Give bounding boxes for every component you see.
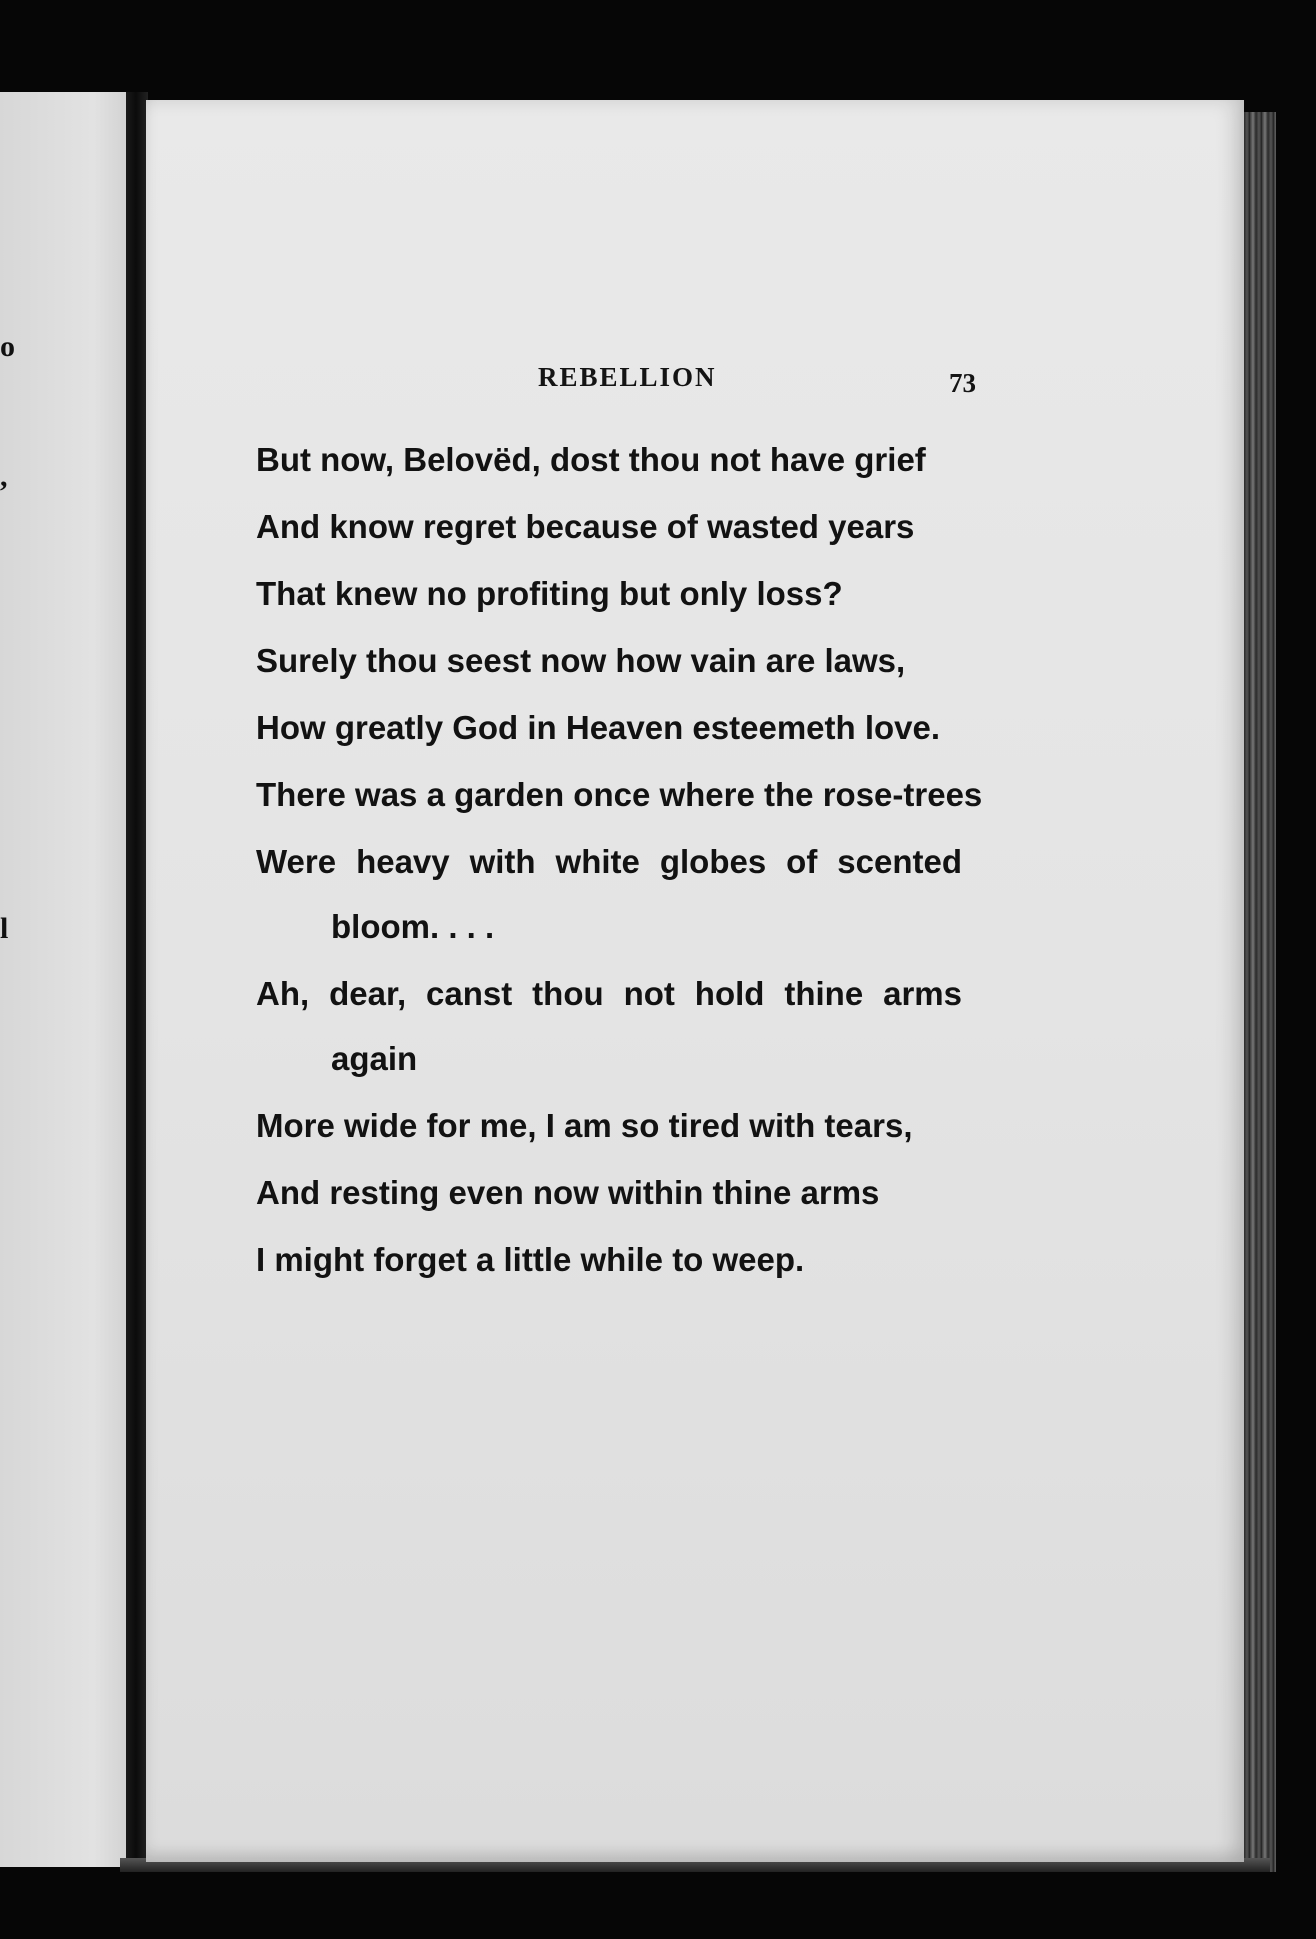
left-page-fragment: l bbox=[0, 912, 9, 945]
running-head: REBELLION bbox=[538, 362, 717, 392]
book-gutter bbox=[126, 92, 148, 1872]
page-number: 73 bbox=[949, 368, 976, 398]
poem-line: There was a garden once where the rose-trees bbox=[256, 776, 983, 813]
poem-line: And resting even now within thine arms bbox=[256, 1174, 880, 1211]
poem-line: And know regret because of wasted years bbox=[256, 508, 915, 545]
left-page-fragment: o bbox=[0, 330, 15, 363]
poem-line-continuation: bloom. . . . bbox=[331, 908, 495, 945]
left-facing-page bbox=[0, 92, 134, 1867]
poem-line: I might forget a little while to weep. bbox=[256, 1241, 805, 1278]
poem-line-text: Ah, dear, canst thou not hold thine arms bbox=[256, 975, 962, 1012]
poem-line: Surely thou seest now how vain are laws, bbox=[256, 642, 906, 679]
left-page-fragment: , bbox=[0, 460, 8, 493]
poem-line-wrapped bbox=[256, 960, 1066, 1092]
poem-line: How greatly God in Heaven esteemeth love. bbox=[256, 709, 941, 746]
book-page bbox=[146, 100, 1244, 1862]
poem-body bbox=[256, 426, 1116, 1293]
poem-line-text: Were heavy with white globes of scented bbox=[256, 843, 962, 880]
poem-line-wrapped bbox=[256, 828, 1066, 960]
poem-line: But now, Belovëd, dost thou not have grief bbox=[256, 441, 926, 478]
poem-line: More wide for me, I am so tired with tears, bbox=[256, 1107, 913, 1144]
poem-line: That knew no profiting but only loss? bbox=[256, 575, 843, 612]
poem-line-continuation: again bbox=[331, 1040, 418, 1077]
